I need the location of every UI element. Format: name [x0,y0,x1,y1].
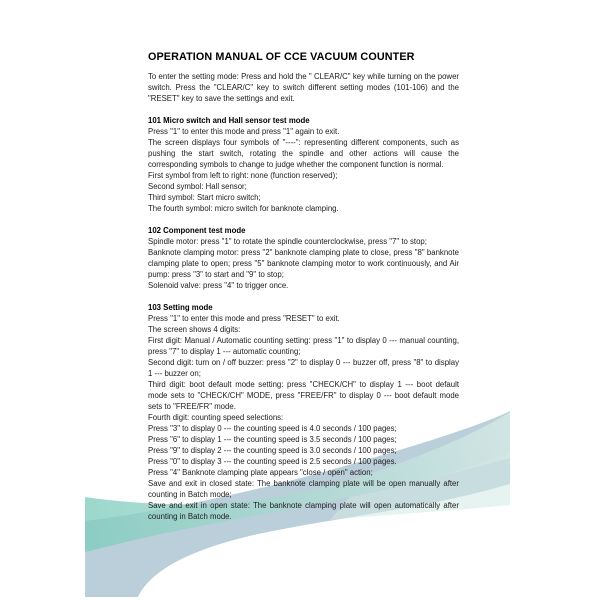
section-103-paragraph: Press "9" to display 2 --- the counting speed is 3.0 seconds / 100 pages; [148,446,397,455]
section-101-paragraph: Second symbol: Hall sensor; [148,182,247,191]
section-103 [148,302,459,522]
section-101-paragraph: Third symbol: Start micro switch; [148,193,261,202]
section-103-paragraph: Save and exit in open state: The banknote clamping plate will open automatically after counting in Batch mode. [148,501,459,521]
section-101-paragraph: Press "1" to enter this mode and press "1" again to exit. [148,127,340,136]
section-102-paragraph: Banknote clamping motor: press "2" banknote clamping plate to close, press "8" banknote clamping plate to open; press "5" banknote clamping motor to work continuously, and Air pump: press "3" to start and "9" to stop; [148,248,459,279]
section-103-paragraph: Second digit: turn on / off buzzer: press "2" to display 0 --- buzzer off, press "8" to display 1 --- buzzer on; [148,358,459,378]
section-103-paragraph: Save and exit in closed state: The banknote clamping plate will be open manually after counting in Batch mode; [148,479,459,499]
section-102 [148,225,459,291]
intro-paragraph: To enter the setting mode: Press and hold the " CLEAR/C" key while turning on the power switch. Press the "CLEAR/C" key to switch different setting modes (101-106) and the "RESET" key to save the settings and exit. [148,72,459,103]
section-101-paragraph: First symbol from left to right: none (function reserved); [148,171,338,180]
section-103-paragraph: Press "0" to display 3 --- the counting speed is 2.5 seconds / 100 pages. [148,457,397,466]
section-103-heading: 103 Setting mode [148,303,213,312]
section-102-paragraph: Spindle motor: press "1" to rotate the spindle counterclockwise, press "7" to stop; [148,237,427,246]
section-101-paragraph: The fourth symbol: micro switch for banknote clamping. [148,204,339,213]
section-103-paragraph: Fourth digit: counting speed selections: [148,413,284,422]
page-title: OPERATION MANUAL OF CCE VACUUM COUNTER [148,51,415,63]
section-103-paragraph: Press "6" to display 1 --- the counting speed is 3.5 seconds / 100 pages; [148,435,397,444]
section-102-heading: 102 Component test mode [148,226,246,235]
section-103-paragraph: Third digit: boot default mode setting: press "CHECK/CH" to display 1 --- boot default mode sets to "CHECK/CH" MODE, press "FREE/FR" to display 0 --- boot default mode sets to "FREE/FR" mode. [148,380,459,411]
section-101-paragraph: The screen displays four symbols of "----": representing different components, such as pushing the start switch, rotating the spindle and other actions will cause the corresponding symbols to change to judge whether the component function is normal. [148,138,459,169]
section-102-paragraph: Solenoid valve: press "4" to trigger once. [148,281,289,290]
section-103-paragraph: Press "1" to enter this mode and press "RESET" to exit. [148,314,340,323]
section-103-paragraph: Press "4" Banknote clamping plate appears "close / open" action; [148,468,373,477]
section-103-paragraph: The screen shows 4 digits: [148,325,241,334]
section-103-paragraph: Press "3" to display 0 --- the counting speed is 4.0 seconds / 100 pages; [148,424,397,433]
section-101 [148,115,459,214]
manual-text-block [148,51,459,522]
section-103-paragraph: First digit: Manual / Automatic counting setting: press "1" to display 0 --- manual counting, press "7" to display 1 --- automatic counting; [148,336,459,356]
section-101-heading: 101 Micro switch and Hall sensor test mode [148,116,310,125]
